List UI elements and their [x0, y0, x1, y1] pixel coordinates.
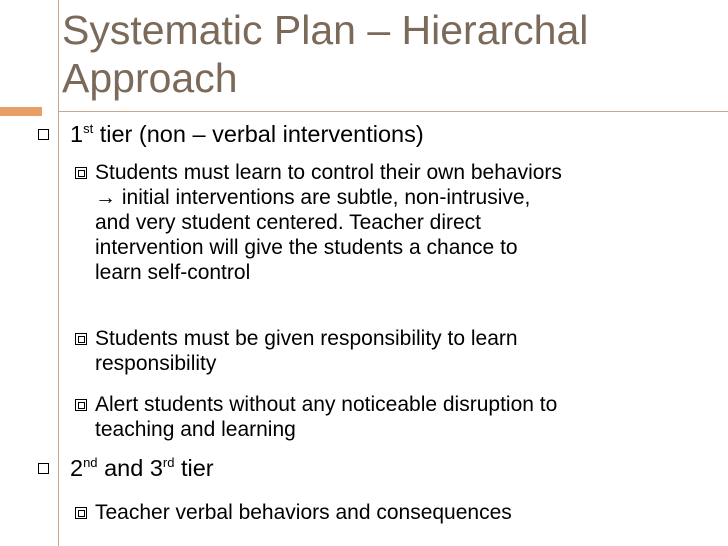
square-bullet-icon: [38, 129, 49, 140]
square-bullet-icon: [38, 463, 49, 474]
square-bullet-icon: [75, 507, 87, 519]
bullet-text: Teacher verbal behaviors and consequences: [95, 501, 512, 524]
square-bullet-icon: [75, 399, 87, 411]
bullet-text: Alert students without any noticeable disruption to teaching and learning: [95, 393, 558, 441]
square-bullet-icon: [75, 167, 87, 179]
arrow-right-icon: →: [95, 186, 116, 209]
bullet-text: 1st tier (non – verbal interventions): [70, 121, 424, 147]
title-line-2: Approach: [62, 55, 238, 101]
accent-bar: [0, 107, 42, 116]
bullet-text: Students must learn to control their own behaviors → initial interventions are subtle, non-intrusive, and very student centered. Teacher direct intervention will give the students a chance to learn self-control: [95, 161, 562, 284]
title-line-1: Systematic Plan – Hierarchal: [62, 7, 589, 53]
horizontal-rule: [58, 111, 728, 112]
square-bullet-icon: [75, 333, 87, 345]
slide-title: [62, 6, 702, 102]
bullet-text: 2nd and 3rd tier: [70, 455, 214, 481]
bullet-text: Students must be given responsibility to learn responsibility: [95, 327, 518, 375]
vertical-rule: [58, 0, 59, 546]
